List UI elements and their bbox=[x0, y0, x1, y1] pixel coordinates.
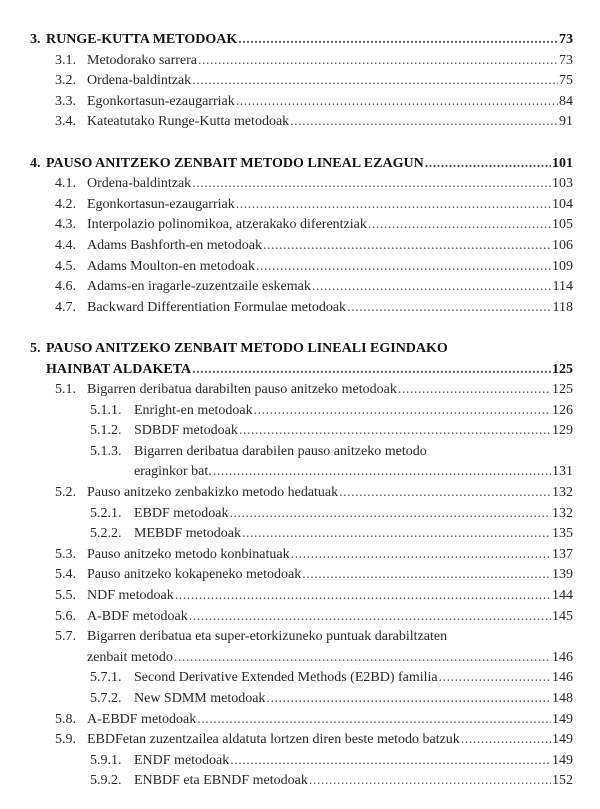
dot-leader bbox=[198, 51, 558, 72]
entry-line bbox=[134, 401, 573, 422]
entry-line bbox=[87, 586, 573, 607]
section-entry[interactable] bbox=[0, 586, 600, 607]
page-number: 146 bbox=[552, 649, 573, 665]
page-number: 125 bbox=[552, 361, 573, 377]
entry-number: 5.5. bbox=[55, 588, 76, 604]
entry-line bbox=[87, 277, 573, 298]
entry-number: 3.3. bbox=[55, 93, 76, 109]
entry-title: eraginkor bat. bbox=[134, 462, 213, 483]
dot-leader bbox=[230, 751, 551, 772]
page-number: 84 bbox=[559, 93, 573, 109]
entry-number: 4.5. bbox=[55, 258, 76, 274]
page-number: 126 bbox=[552, 402, 573, 418]
entry-number: 4.7. bbox=[55, 299, 76, 315]
entry-title: ENDF metodoak bbox=[134, 751, 230, 772]
chapter-entry[interactable] bbox=[0, 30, 600, 51]
entry-title: EBDF metodoak bbox=[134, 504, 230, 525]
dot-leader bbox=[213, 462, 551, 483]
entry-number: 5.7.1. bbox=[90, 670, 122, 686]
section-entry[interactable] bbox=[0, 483, 600, 504]
subsection-entry[interactable] bbox=[0, 668, 600, 689]
page-number: 73 bbox=[559, 32, 573, 47]
entry-title: EBDFetan zuzentzailea aldatuta lortzen diren beste metodo batzuk bbox=[87, 730, 461, 751]
page-number: 106 bbox=[552, 237, 573, 253]
section-entry[interactable] bbox=[0, 195, 600, 216]
entry-line bbox=[134, 421, 573, 442]
entry-title: PAUSO ANITZEKO ZENBAIT METODO LINEAL EZAGUN bbox=[46, 154, 425, 175]
entry-line bbox=[87, 51, 573, 72]
dot-leader bbox=[347, 298, 551, 319]
page-number: 101 bbox=[552, 155, 573, 171]
entry-line bbox=[87, 92, 573, 113]
entry-line bbox=[87, 215, 573, 236]
dot-leader bbox=[175, 586, 551, 607]
entry-line bbox=[134, 462, 573, 483]
entry-number: 5.9.2. bbox=[90, 773, 122, 789]
entry-line bbox=[134, 524, 573, 545]
entry-number: 3.2. bbox=[55, 73, 76, 89]
entry-line bbox=[134, 668, 573, 689]
subsection-entry[interactable] bbox=[0, 524, 600, 545]
entry-number: 4. bbox=[30, 155, 41, 171]
dot-leader bbox=[266, 689, 551, 710]
section-entry[interactable] bbox=[0, 545, 600, 566]
entry-line bbox=[134, 504, 573, 525]
entry-title: MEBDF metodoak bbox=[134, 524, 242, 545]
subsection-entry[interactable] bbox=[0, 751, 600, 772]
page-number: 103 bbox=[552, 176, 573, 192]
page-number: 149 bbox=[552, 752, 573, 768]
page-number: 148 bbox=[552, 691, 573, 706]
dot-leader bbox=[339, 483, 551, 504]
dot-leader bbox=[236, 195, 551, 216]
entry-title: NDF metodoak bbox=[87, 586, 175, 607]
table-of-contents bbox=[0, 30, 600, 792]
entry-number: 4.4. bbox=[55, 237, 76, 253]
entry-line bbox=[87, 607, 573, 628]
page-number: 149 bbox=[552, 732, 573, 748]
entry-title: Backward Differentiation Formulae metodoak bbox=[87, 298, 347, 319]
entry-number: 4.6. bbox=[55, 279, 76, 295]
page-number: 125 bbox=[552, 382, 573, 398]
entry-line bbox=[87, 545, 573, 566]
section-gap bbox=[0, 318, 600, 339]
entry-line bbox=[87, 236, 573, 257]
entry-title: New SDMM metodoak bbox=[134, 689, 266, 710]
page-number: 105 bbox=[552, 217, 573, 233]
entry-line bbox=[87, 648, 573, 669]
entry-title: Egonkortasun-ezaugarriak bbox=[87, 92, 236, 113]
page-number: 135 bbox=[552, 526, 573, 542]
entry-line bbox=[87, 71, 573, 92]
entry-title: A-EBDF metodoak bbox=[87, 710, 197, 731]
entry-number: 4.3. bbox=[55, 217, 76, 233]
entry-number: 3.1. bbox=[55, 52, 76, 68]
entry-line bbox=[134, 689, 573, 710]
entry-title: Adams Bashforth-en metodoak bbox=[87, 236, 263, 257]
entry-number: 4.1. bbox=[55, 176, 76, 192]
entry-line bbox=[46, 30, 573, 51]
entry-title: Bigarren deribatua darabilten pauso anitzeko metodoak bbox=[87, 380, 398, 401]
subsection-entry[interactable] bbox=[0, 689, 600, 710]
entry-number: 5.8. bbox=[55, 711, 76, 727]
entry-line bbox=[46, 360, 573, 381]
dot-leader bbox=[242, 524, 551, 545]
entry-title: Interpolazio polinomikoa, atzerakako diferentziak bbox=[87, 215, 368, 236]
dot-leader bbox=[312, 277, 552, 298]
dot-leader bbox=[302, 565, 551, 586]
page-number: 114 bbox=[552, 279, 573, 295]
entry-title: Kateatutako Runge-Kutta metodoak bbox=[87, 112, 290, 133]
subsection-entry[interactable] bbox=[0, 504, 600, 525]
entry-title: Pauso anitzeko zenbakizko metodo hedatuak bbox=[87, 483, 339, 504]
entry-number: 5.9. bbox=[55, 732, 76, 748]
entry-title: Bigarren deribatua darabilen pauso anitzeko metodo bbox=[134, 442, 428, 463]
subsection-entry[interactable] bbox=[0, 771, 600, 792]
entry-number: 5.6. bbox=[55, 608, 76, 624]
entry-line bbox=[134, 771, 573, 792]
section-entry[interactable] bbox=[0, 277, 600, 298]
section-gap bbox=[0, 133, 600, 154]
entry-line bbox=[87, 565, 573, 586]
entry-line bbox=[87, 483, 573, 504]
section-entry[interactable] bbox=[0, 236, 600, 257]
entry-title: PAUSO ANITZEKO ZENBAIT METODO LINEALI EGINDAKO bbox=[46, 339, 449, 360]
section-entry[interactable] bbox=[0, 71, 600, 92]
entry-title: Bigarren deribatua eta super-etorkizuneko puntuak darabiltzaten bbox=[87, 627, 448, 648]
dot-leader bbox=[439, 668, 551, 689]
dot-leader bbox=[291, 545, 551, 566]
section-entry-continued[interactable] bbox=[0, 648, 600, 669]
subsection-entry[interactable] bbox=[0, 401, 600, 422]
page-number: 145 bbox=[552, 608, 573, 624]
dot-leader bbox=[239, 421, 551, 442]
entry-number: 5.7. bbox=[55, 629, 76, 645]
entry-title: Adams Moulton-en metodoak bbox=[87, 257, 256, 278]
section-entry[interactable] bbox=[0, 298, 600, 319]
page-number: 129 bbox=[552, 423, 573, 439]
dot-leader bbox=[230, 504, 552, 525]
entry-title: Ordena-baldintzak bbox=[87, 71, 192, 92]
dot-leader bbox=[238, 30, 558, 51]
entry-number: 5.9.1. bbox=[90, 752, 122, 768]
dot-leader bbox=[189, 607, 551, 628]
entry-line bbox=[46, 154, 573, 175]
page-number: 132 bbox=[552, 485, 573, 501]
entry-line bbox=[87, 710, 573, 731]
page-number: 118 bbox=[552, 299, 573, 315]
page-number: 132 bbox=[552, 505, 573, 521]
entry-title: Pauso anitzeko kokapeneko metodoak bbox=[87, 565, 302, 586]
chapter-entry-continued[interactable] bbox=[0, 360, 600, 381]
entry-line bbox=[87, 257, 573, 278]
dot-leader bbox=[192, 71, 558, 92]
entry-number: 5.2.1. bbox=[90, 505, 122, 521]
page-number: 152 bbox=[552, 773, 573, 789]
section-entry[interactable] bbox=[0, 380, 600, 401]
section-entry[interactable] bbox=[0, 215, 600, 236]
entry-title: Second Derivative Extended Methods (E2BD) familia bbox=[134, 668, 439, 689]
entry-number: 5.1.3. bbox=[90, 443, 122, 459]
entry-line bbox=[87, 380, 573, 401]
entry-number: 5.1.1. bbox=[90, 402, 122, 418]
dot-leader bbox=[368, 215, 551, 236]
dot-leader bbox=[254, 401, 551, 422]
page-number: 73 bbox=[559, 52, 573, 68]
entry-line bbox=[87, 112, 573, 133]
entry-number: 5.7.2. bbox=[90, 691, 122, 706]
entry-title: zenbait metodo bbox=[87, 648, 174, 669]
entry-line bbox=[87, 174, 573, 195]
section-entry[interactable] bbox=[0, 730, 600, 751]
section-entry[interactable] bbox=[0, 112, 600, 133]
dot-leader bbox=[425, 154, 551, 175]
dot-leader bbox=[192, 360, 551, 381]
page-number: 104 bbox=[552, 196, 573, 212]
dot-leader bbox=[236, 92, 558, 113]
page-number: 109 bbox=[552, 258, 573, 274]
dot-leader bbox=[398, 380, 551, 401]
entry-line bbox=[87, 730, 573, 751]
entry-line bbox=[134, 442, 428, 463]
page-number: 139 bbox=[552, 567, 573, 583]
entry-number: 5.4. bbox=[55, 567, 76, 583]
entry-number: 5.2. bbox=[55, 485, 76, 501]
dot-leader bbox=[256, 257, 551, 278]
chapter-entry[interactable] bbox=[0, 339, 600, 360]
dot-leader bbox=[197, 710, 551, 731]
dot-leader bbox=[309, 771, 551, 792]
entry-number: 5.2.2. bbox=[90, 526, 122, 542]
entry-number: 4.2. bbox=[55, 196, 76, 212]
page-number: 91 bbox=[559, 114, 573, 130]
page-number: 149 bbox=[552, 711, 573, 727]
page-number: 75 bbox=[559, 73, 573, 89]
entry-title: ENBDF eta EBNDF metodoak bbox=[134, 771, 309, 792]
dot-leader bbox=[461, 730, 551, 751]
page-number: 144 bbox=[552, 588, 573, 604]
subsection-entry-continued[interactable] bbox=[0, 462, 600, 483]
entry-title: A-BDF metodoak bbox=[87, 607, 189, 628]
entry-title: Adams-en iragarle-zuzentzaile eskemak bbox=[87, 277, 312, 298]
entry-number: 5.1.2. bbox=[90, 423, 122, 439]
page-number: 131 bbox=[552, 464, 573, 480]
dot-leader bbox=[290, 112, 558, 133]
entry-number: 5.3. bbox=[55, 546, 76, 562]
subsection-entry[interactable] bbox=[0, 442, 600, 463]
section-entry[interactable] bbox=[0, 565, 600, 586]
entry-number: 5. bbox=[30, 340, 41, 356]
section-entry[interactable] bbox=[0, 174, 600, 195]
entry-title: Ordena-baldintzak bbox=[87, 174, 192, 195]
entry-title: HAINBAT ALDAKETA bbox=[46, 360, 192, 381]
page-number: 137 bbox=[552, 546, 573, 562]
entry-line bbox=[87, 627, 448, 648]
dot-leader bbox=[192, 174, 551, 195]
entry-title: RUNGE-KUTTA METODOAK bbox=[46, 30, 238, 51]
entry-number: 3.4. bbox=[55, 114, 76, 130]
entry-title: SDBDF metodoak bbox=[134, 421, 239, 442]
section-entry[interactable] bbox=[0, 92, 600, 113]
section-entry[interactable] bbox=[0, 51, 600, 72]
section-entry[interactable] bbox=[0, 257, 600, 278]
entry-title: Enright-en metodoak bbox=[134, 401, 254, 422]
section-entry[interactable] bbox=[0, 607, 600, 628]
page-number: 146 bbox=[552, 670, 573, 686]
entry-number: 5.1. bbox=[55, 382, 76, 398]
entry-number: 3. bbox=[30, 32, 41, 47]
dot-leader bbox=[263, 236, 551, 257]
entry-line bbox=[134, 751, 573, 772]
entry-title: Metodorako sarrera bbox=[87, 51, 198, 72]
chapter-entry[interactable] bbox=[0, 154, 600, 175]
dot-leader bbox=[174, 648, 551, 669]
entry-title: Pauso anitzeko metodo konbinatuak bbox=[87, 545, 291, 566]
section-entry[interactable] bbox=[0, 710, 600, 731]
entry-line bbox=[87, 195, 573, 216]
subsection-entry[interactable] bbox=[0, 421, 600, 442]
entry-line bbox=[87, 298, 573, 319]
entry-title: Egonkortasun-ezaugarriak bbox=[87, 195, 236, 216]
section-entry[interactable] bbox=[0, 627, 600, 648]
entry-line bbox=[46, 339, 449, 360]
